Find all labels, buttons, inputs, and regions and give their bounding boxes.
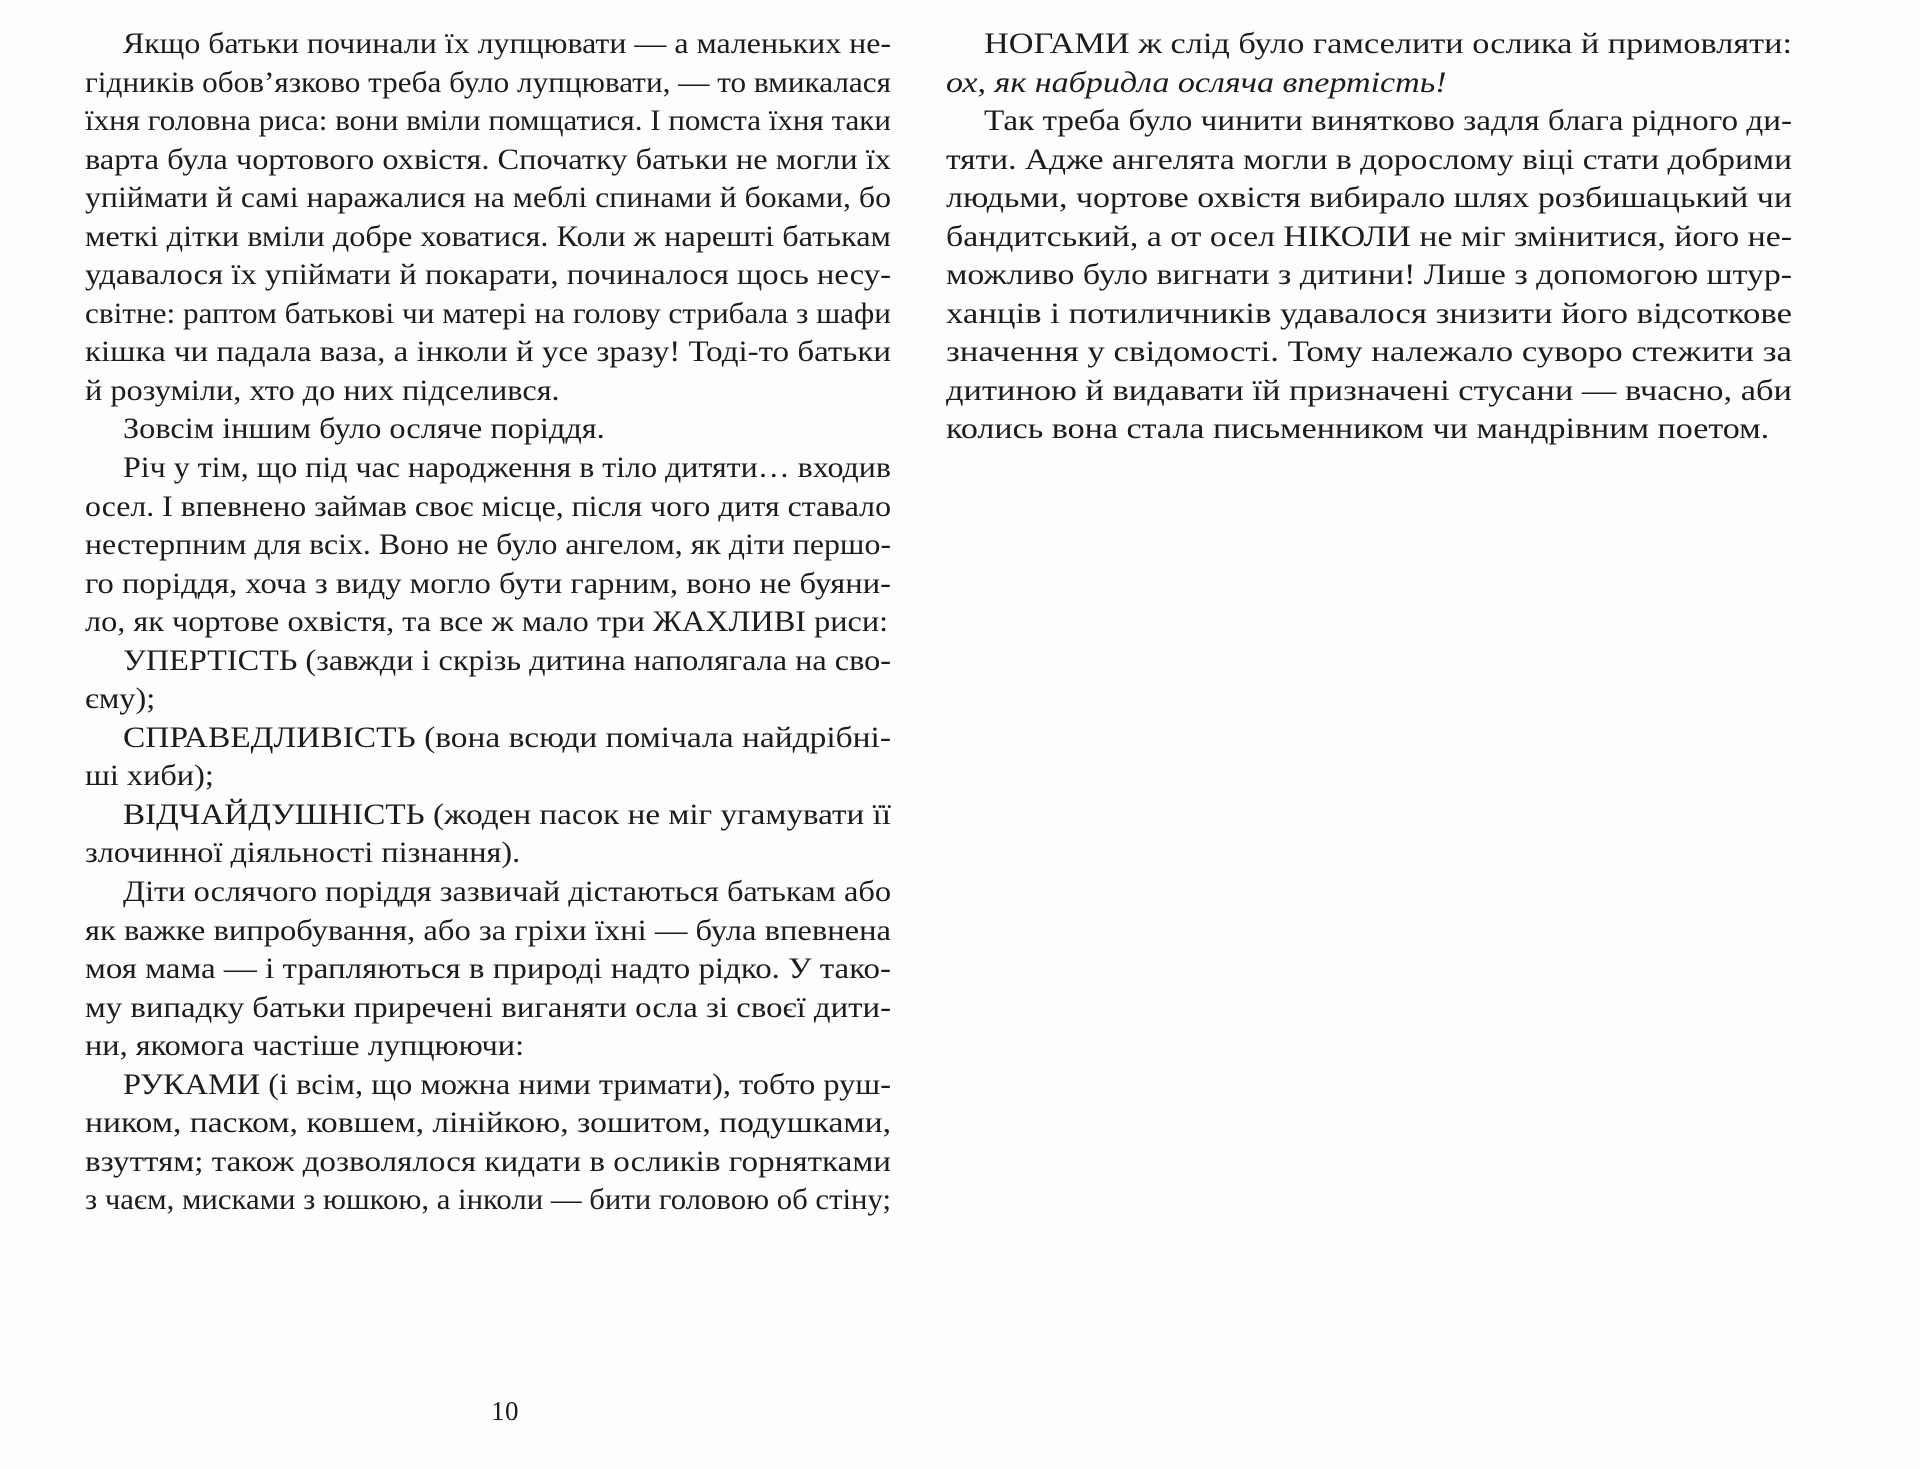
text-line — [85, 372, 891, 411]
text-line-content: й розуміли, хто до них підселився. — [85, 373, 560, 407]
text-line-content: меткі дітки вміли добре ховатися. Коли ж нарешті батькам — [85, 219, 891, 253]
text-line — [85, 102, 891, 141]
text-line-content: ханців і потиличників удавалося знизити його відсоткове — [946, 296, 1792, 330]
text-line — [85, 333, 891, 372]
text-line — [85, 64, 891, 103]
text-line — [85, 1066, 891, 1105]
text-line — [946, 295, 1792, 334]
text-line — [946, 179, 1792, 218]
text-line-content: гідників обов’язково треба було лупцювати, — то вмикалася — [85, 65, 891, 99]
text-line — [85, 141, 891, 180]
text-line-content: світне: раптом батькові чи матері на голову стрибала з шафи — [85, 296, 891, 330]
text-line — [85, 1104, 891, 1143]
text-line — [85, 719, 891, 758]
text-line — [946, 372, 1792, 411]
text-line-content: упіймати й самі наражалися на меблі спинами й боками, бо — [85, 181, 891, 215]
text-line-content: СПРАВЕДЛИВІСТЬ (вона всюди помічала найдрібні- — [123, 720, 891, 754]
text-line — [85, 757, 891, 796]
text-line — [85, 295, 891, 334]
text-line — [946, 410, 1792, 449]
text-line — [946, 256, 1792, 295]
text-line-content: Так треба було чинити винятково задля блага рідного ди- — [984, 104, 1792, 138]
text-line-content: кішка чи падала ваза, а інколи й усе зразу! Тоді-то батьки — [85, 335, 892, 369]
text-line — [85, 179, 891, 218]
text-line — [85, 218, 891, 257]
text-line — [85, 796, 891, 835]
text-line — [85, 1027, 891, 1066]
text-line-content: Якщо батьки починали їх лупцювати — а маленьких не- — [123, 27, 891, 60]
text-line-content: осел. І впевнено займав своє місце, після чого дитя ставало — [85, 489, 891, 523]
text-line — [85, 449, 891, 488]
text-line-content: як важке випробування, або за гріхи їхні — була впевнена — [85, 913, 891, 947]
text-line-content: злочинної діяльності пізнання). — [85, 836, 521, 870]
text-line — [946, 64, 1792, 103]
text-line — [85, 256, 891, 295]
text-line-content: ником, паском, ковшем, лінійкою, зошитом, подушками, — [85, 1106, 891, 1140]
text-line-content: НОГАМИ ж слід було гамселити ослика й примовляти: — [984, 27, 1792, 60]
text-line — [85, 565, 891, 604]
text-line-content: Діти ослячого поріддя зазвичай дістаються батькам або — [123, 875, 891, 909]
text-line — [946, 218, 1792, 257]
text-line — [85, 834, 891, 873]
text-line-content: Зовсім іншим було осляче поріддя. — [123, 412, 605, 446]
text-line-content: Річ у тім, що під час народження в тіло дитяти… входив — [123, 451, 891, 485]
text-line-content: ох, як набридла осляча впертість! — [946, 65, 1447, 99]
text-line — [85, 1181, 891, 1220]
text-line — [946, 25, 1792, 64]
text-line-content: му випадку батьки приречені виганяти осла зі своєї дити- — [85, 990, 891, 1024]
text-line — [85, 488, 891, 527]
text-line — [85, 950, 891, 989]
text-line — [85, 873, 891, 912]
text-line-content: з чаєм, мисками з юшкою, а інколи — бити головою об стіну; — [85, 1183, 891, 1217]
text-line-content: нестерпним для всіх. Воно не було ангелом, як діти першо- — [85, 528, 891, 562]
text-line-content: моя мама — і трапляються в природі надто рідко. У тако- — [85, 952, 892, 986]
text-line-content: їхня головна риса: вони вміли помщатися. І помста їхня таки — [85, 104, 892, 138]
text-line-content: ни, якомога частіше лупцюючи: — [85, 1029, 525, 1063]
text-line-content: значення у свідомості. Тому належало суворо стежити за — [946, 335, 1792, 369]
text-line-content: колись вона стала письменником чи мандрівним поетом. — [946, 412, 1770, 446]
text-line — [85, 603, 891, 642]
text-line — [85, 1143, 891, 1182]
text-line-content: удавалося їх упіймати й покарати, починалося щось несу- — [85, 258, 891, 292]
text-line-content: людьми, чортове охвістя вибирало шлях розбишацький чи — [946, 181, 1792, 215]
text-line-content: можливо було вигнати з дитини! Лише з допомогою штур- — [946, 258, 1792, 292]
text-line-content: єму); — [85, 682, 156, 716]
text-line-content: варта була чортового охвістя. Спочатку батьки не могли їх — [85, 142, 891, 176]
text-line — [85, 526, 891, 565]
text-line — [85, 680, 891, 719]
text-line — [946, 102, 1792, 141]
text-line-content: дитиною й видавати їй призначені стусани — вчасно, аби — [946, 373, 1792, 407]
text-line-content: го поріддя, хоча з виду могло бути гарним, воно не буяни- — [85, 566, 892, 600]
text-line-content: ло, як чортове охвістя, та все ж мало три ЖАХЛИВІ риси: — [85, 605, 889, 639]
text-line — [946, 333, 1792, 372]
text-line — [946, 141, 1792, 180]
page-number: 10 — [491, 1396, 519, 1426]
text-line-content: УПЕРТІСТЬ (завжди і скрізь дитина наполягала на сво- — [123, 643, 891, 677]
text-line-content: тяти. Адже ангелята могли в дорослому віці стати добрими — [946, 142, 1792, 176]
text-line-content: ВІДЧАЙДУШНІСТЬ (жоден пасок не міг угамувати її — [123, 797, 891, 831]
text-line-content: взуттям; також дозволялося кидати в осликів горнятками — [85, 1144, 891, 1178]
text-line-content: ші хиби); — [85, 759, 214, 793]
right-page-text-column — [946, 25, 1792, 449]
text-line-content: бандитський, а от осел НІКОЛИ не міг змінитися, його не- — [946, 219, 1792, 253]
text-line — [85, 25, 891, 64]
text-line — [85, 912, 891, 951]
text-line — [85, 989, 891, 1028]
text-line-content: РУКАМИ (і всім, що можна ними тримати), тобто руш- — [123, 1067, 891, 1101]
text-line — [85, 410, 891, 449]
left-page-text-column — [85, 25, 891, 1220]
text-line — [85, 642, 891, 681]
